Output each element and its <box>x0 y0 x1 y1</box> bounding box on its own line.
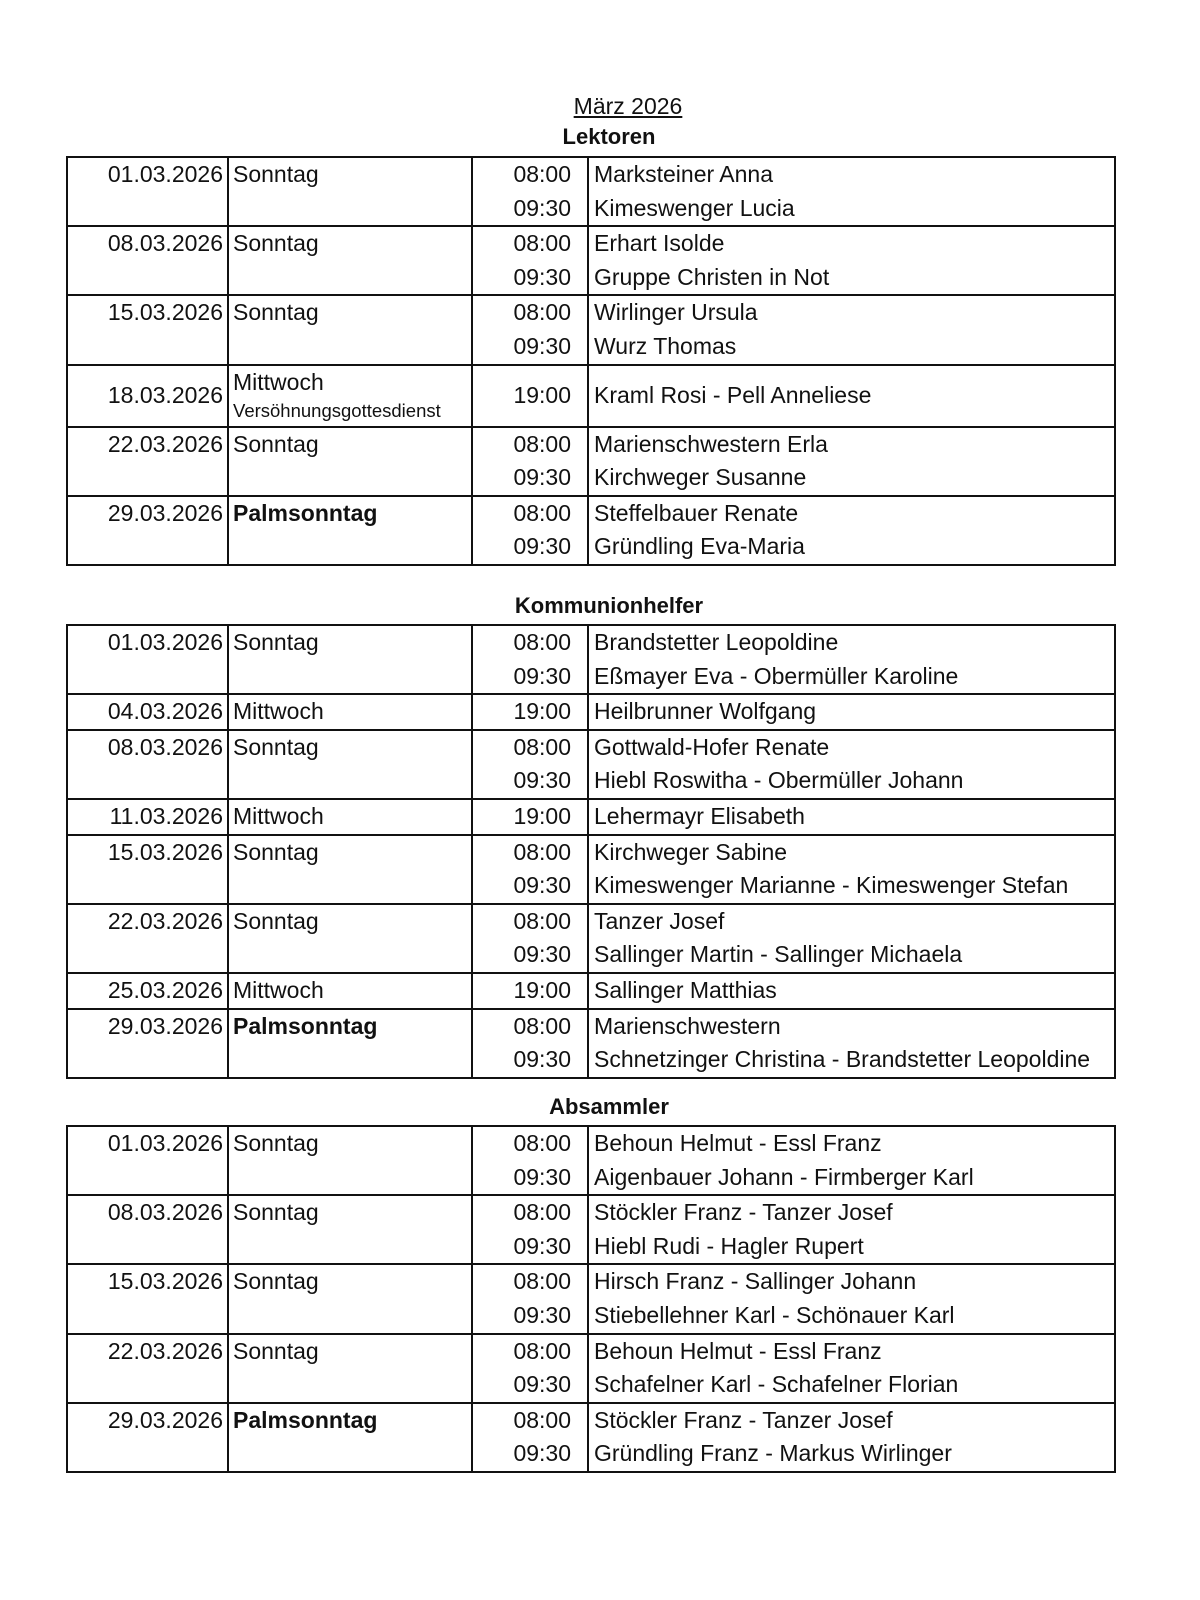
weekday-cell: Sonntag <box>228 730 472 799</box>
table-row <box>67 1264 1115 1299</box>
table-row <box>67 799 1115 835</box>
schedule-group <box>67 973 1115 1009</box>
time-cell: 08:00 <box>472 295 588 330</box>
weekday-cell <box>228 365 472 427</box>
name-cell: Marienschwestern Erla <box>588 427 1115 462</box>
weekday-cell: Mittwoch <box>228 973 472 1009</box>
table-row <box>67 1334 1115 1369</box>
name-cell: Schnetzinger Christina - Brandstetter Leopoldine <box>588 1043 1115 1078</box>
table-row <box>67 973 1115 1009</box>
table-row <box>67 694 1115 730</box>
table-row <box>67 1195 1115 1230</box>
schedule-group <box>67 694 1115 730</box>
name-cell: Behoun Helmut - Essl Franz <box>588 1334 1115 1369</box>
date-cell: 08.03.2026 <box>67 226 228 295</box>
table-row <box>67 835 1115 870</box>
weekday-cell: Sonntag <box>228 1264 472 1333</box>
weekday-cell: Sonntag <box>228 625 472 694</box>
time-cell: 09:30 <box>472 869 588 904</box>
name-cell: Hiebl Rudi - Hagler Rupert <box>588 1230 1115 1265</box>
time-cell: 09:30 <box>472 530 588 565</box>
schedule-group <box>67 1126 1115 1195</box>
schedule-group <box>67 904 1115 973</box>
name-cell: Kirchweger Sabine <box>588 835 1115 870</box>
name-cell: Wurz Thomas <box>588 330 1115 365</box>
time-cell: 09:30 <box>472 764 588 799</box>
date-cell: 01.03.2026 <box>67 1126 228 1195</box>
time-cell: 08:00 <box>472 226 588 261</box>
date-cell: 15.03.2026 <box>67 1264 228 1333</box>
time-cell: 09:30 <box>472 660 588 695</box>
time-cell: 09:30 <box>472 1230 588 1265</box>
name-cell: Brandstetter Leopoldine <box>588 625 1115 660</box>
weekday-cell: Sonntag <box>228 835 472 904</box>
table-row <box>67 1403 1115 1438</box>
schedule-group <box>67 1334 1115 1403</box>
schedule-group <box>67 496 1115 565</box>
name-cell: Tanzer Josef <box>588 904 1115 939</box>
weekday-cell: Mittwoch <box>228 694 472 730</box>
weekday-cell: Sonntag <box>228 226 472 295</box>
time-cell: 08:00 <box>472 427 588 462</box>
name-cell: Kimeswenger Marianne - Kimeswenger Stefan <box>588 869 1115 904</box>
schedule-group <box>67 799 1115 835</box>
month-title: März 2026 <box>573 93 683 119</box>
date-cell: 01.03.2026 <box>67 625 228 694</box>
name-cell: Aigenbauer Johann - Firmberger Karl <box>588 1161 1115 1196</box>
name-cell: Marksteiner Anna <box>588 157 1115 192</box>
time-cell: 09:30 <box>472 192 588 227</box>
weekday-cell: Sonntag <box>228 157 472 226</box>
weekday-cell: Palmsonntag <box>228 496 472 565</box>
time-cell: 08:00 <box>472 835 588 870</box>
schedule-group <box>67 427 1115 496</box>
name-cell: Sallinger Matthias <box>588 973 1115 1009</box>
schedule-group <box>67 1403 1115 1472</box>
table-row <box>67 365 1115 427</box>
schedule-group <box>67 1195 1115 1264</box>
table-row <box>67 295 1115 330</box>
time-cell: 09:30 <box>472 1299 588 1334</box>
date-cell: 22.03.2026 <box>67 904 228 973</box>
date-cell: 08.03.2026 <box>67 730 228 799</box>
time-cell: 08:00 <box>472 904 588 939</box>
time-cell: 09:30 <box>472 1368 588 1403</box>
time-cell: 19:00 <box>472 799 588 835</box>
date-cell: 01.03.2026 <box>67 157 228 226</box>
date-cell: 22.03.2026 <box>67 427 228 496</box>
name-cell: Gruppe Christen in Not <box>588 261 1115 296</box>
name-cell: Behoun Helmut - Essl Franz <box>588 1126 1115 1161</box>
name-cell: Wirlinger Ursula <box>588 295 1115 330</box>
time-cell: 08:00 <box>472 1403 588 1438</box>
name-cell: Stöckler Franz - Tanzer Josef <box>588 1403 1115 1438</box>
name-cell: Stöckler Franz - Tanzer Josef <box>588 1195 1115 1230</box>
date-cell: 18.03.2026 <box>67 365 228 427</box>
date-cell: 29.03.2026 <box>67 496 228 565</box>
schedule-group <box>67 625 1115 694</box>
time-cell: 08:00 <box>472 496 588 531</box>
time-cell: 19:00 <box>472 365 588 427</box>
section-title-kommunionhelfer: Kommunionhelfer <box>514 593 704 618</box>
schedule-group <box>67 1264 1115 1333</box>
date-cell: 04.03.2026 <box>67 694 228 730</box>
time-cell: 09:30 <box>472 1043 588 1078</box>
date-cell: 08.03.2026 <box>67 1195 228 1264</box>
name-cell: Eßmayer Eva - Obermüller Karoline <box>588 660 1115 695</box>
time-cell: 08:00 <box>472 1195 588 1230</box>
date-cell: 22.03.2026 <box>67 1334 228 1403</box>
time-cell: 08:00 <box>472 157 588 192</box>
name-cell: Kirchweger Susanne <box>588 461 1115 496</box>
name-cell: Gründling Franz - Markus Wirlinger <box>588 1437 1115 1472</box>
time-cell: 19:00 <box>472 973 588 1009</box>
table-row <box>67 1009 1115 1044</box>
table-row <box>67 904 1115 939</box>
name-cell: Gottwald-Hofer Renate <box>588 730 1115 765</box>
weekday-cell: Sonntag <box>228 427 472 496</box>
weekday-cell: Palmsonntag <box>228 1403 472 1472</box>
weekday-cell: Sonntag <box>228 904 472 973</box>
schedule-group <box>67 835 1115 904</box>
name-cell: Gründling Eva-Maria <box>588 530 1115 565</box>
date-cell: 15.03.2026 <box>67 295 228 364</box>
weekday-cell: Sonntag <box>228 1334 472 1403</box>
schedule-group <box>67 1009 1115 1078</box>
name-cell: Lehermayr Elisabeth <box>588 799 1115 835</box>
table-lektoren <box>66 156 1116 566</box>
table-row <box>67 625 1115 660</box>
weekday-cell: Sonntag <box>228 1126 472 1195</box>
schedule-group <box>67 365 1115 427</box>
time-cell: 08:00 <box>472 1009 588 1044</box>
time-cell: 09:30 <box>472 1437 588 1472</box>
name-cell: Kraml Rosi - Pell Anneliese <box>588 365 1115 427</box>
time-cell: 09:30 <box>472 261 588 296</box>
service-note: Versöhnungsgottesdienst <box>233 399 441 421</box>
weekday-cell: Mittwoch <box>228 799 472 835</box>
time-cell: 08:00 <box>472 1126 588 1161</box>
date-cell: 29.03.2026 <box>67 1403 228 1472</box>
name-cell: Sallinger Martin - Sallinger Michaela <box>588 938 1115 973</box>
table-absammler <box>66 1125 1116 1473</box>
weekday-cell: Palmsonntag <box>228 1009 472 1078</box>
time-cell: 08:00 <box>472 1334 588 1369</box>
schedule-group <box>67 295 1115 364</box>
date-cell: 29.03.2026 <box>67 1009 228 1078</box>
weekday-label: Mittwoch <box>233 368 324 395</box>
section-title-absammler: Absammler <box>549 1094 669 1119</box>
section-title-lektoren: Lektoren <box>562 124 656 149</box>
name-cell: Steffelbauer Renate <box>588 496 1115 531</box>
name-cell: Hirsch Franz - Sallinger Johann <box>588 1264 1115 1299</box>
time-cell: 19:00 <box>472 694 588 730</box>
table-row <box>67 730 1115 765</box>
date-cell: 11.03.2026 <box>67 799 228 835</box>
name-cell: Hiebl Roswitha - Obermüller Johann <box>588 764 1115 799</box>
weekday-cell: Sonntag <box>228 295 472 364</box>
time-cell: 09:30 <box>472 938 588 973</box>
schedule-group <box>67 157 1115 226</box>
time-cell: 08:00 <box>472 730 588 765</box>
name-cell: Stiebellehner Karl - Schönauer Karl <box>588 1299 1115 1334</box>
time-cell: 08:00 <box>472 1264 588 1299</box>
table-row <box>67 427 1115 462</box>
table-row <box>67 226 1115 261</box>
name-cell: Schafelner Karl - Schafelner Florian <box>588 1368 1115 1403</box>
time-cell: 09:30 <box>472 1161 588 1196</box>
name-cell: Kimeswenger Lucia <box>588 192 1115 227</box>
table-kommunionhelfer <box>66 624 1116 1079</box>
name-cell: Heilbrunner Wolfgang <box>588 694 1115 730</box>
date-cell: 25.03.2026 <box>67 973 228 1009</box>
name-cell: Marienschwestern <box>588 1009 1115 1044</box>
schedule-group <box>67 226 1115 295</box>
table-row <box>67 157 1115 192</box>
weekday-cell: Sonntag <box>228 1195 472 1264</box>
date-cell: 15.03.2026 <box>67 835 228 904</box>
name-cell: Erhart Isolde <box>588 226 1115 261</box>
table-row <box>67 496 1115 531</box>
table-row <box>67 1126 1115 1161</box>
time-cell: 08:00 <box>472 625 588 660</box>
time-cell: 09:30 <box>472 330 588 365</box>
time-cell: 09:30 <box>472 461 588 496</box>
schedule-group <box>67 730 1115 799</box>
